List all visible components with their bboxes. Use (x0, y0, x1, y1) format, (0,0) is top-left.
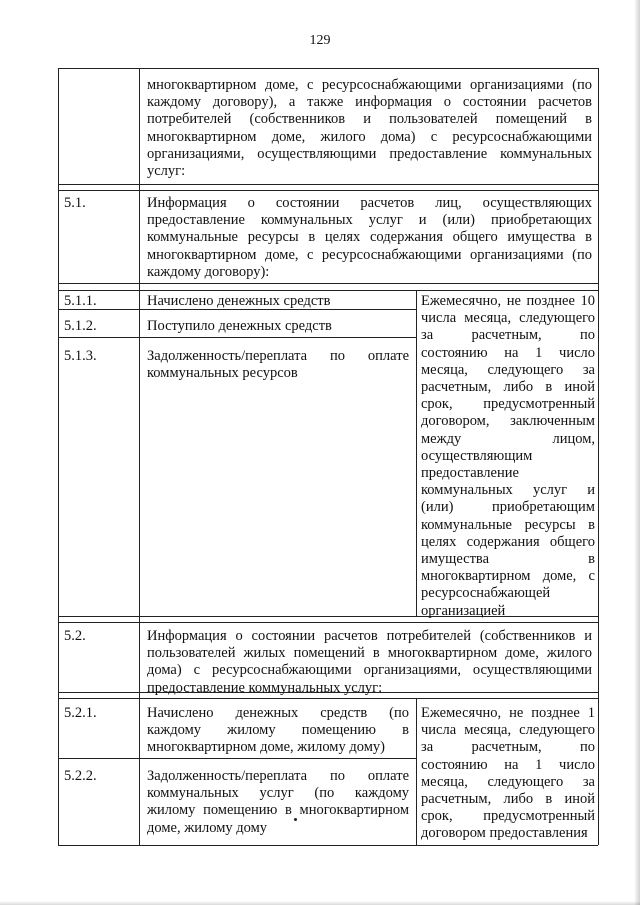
item-number: 5.1.1. (64, 293, 97, 309)
table-rule (416, 698, 417, 845)
item-text: Начислено денежных средств (по каждому жилому помещению в многоквартирном доме, жилому дому) (147, 705, 409, 756)
page-number: 129 (309, 33, 331, 48)
deadline-text: Ежемесячно, не позднее 10 числа месяца, следующего за расчетным, по состоянию на 1 число месяца, следующего за расчетным, либо в иной срок, предусмотренный договором, заключенным между лицом, осуществляющим предоставление коммунальных услуг и (или) приобретающим коммунальные ресурсы в целях содержания общего имущества в многоквартирном доме, с ресурсоснабжающей организацией (421, 293, 595, 619)
item-number: 5.1.3. (64, 348, 97, 364)
item-text: Задолженность/переплата по оплате коммунальных услуг (по каждому жилому помещению в многоквартирном доме, жилому дому (147, 768, 409, 836)
table-rule (416, 290, 417, 616)
item-number: 5.2.1. (64, 705, 97, 721)
scan-speck (294, 818, 297, 821)
section-number: 5.1. (64, 195, 86, 211)
table-rule (58, 68, 59, 845)
table-rule (58, 758, 416, 759)
page-edge-shadow (0, 901, 640, 905)
deadline-text: Ежемесячно, не позднее 1 числа месяца, следующего за расчетным, по состоянию на 1 число месяца, следующего за расчетным, либо в иной срок, предусмотренный договором предоставления (421, 705, 595, 842)
item-text: Начислено денежных средств (147, 293, 331, 309)
item-number: 5.2.2. (64, 768, 97, 784)
table-rule (58, 845, 598, 846)
table-rule (139, 68, 140, 845)
item-text: Поступило денежных средств (147, 318, 332, 334)
section-text: Информация о состоянии расчетов лиц, осуществляющих предоставление коммунальных услуг и (или) приобретающих коммунальные ресурсы в целях содержания общего имущества в многоквартирном доме, с ресурсоснабжающими организациями (по каждому договору): (147, 195, 592, 280)
section-number: 5.2. (64, 628, 86, 644)
continuation-text: многоквартирном доме, с ресурсоснабжающими организациями (по каждому договору), а также информация о состоянии расчетов потребителей (собственников и пользователей помещений в многоквартирном доме, жилого дома) с ресурсоснабжающими организациями, осуществляющими предоставление коммунальных услуг: (147, 77, 592, 180)
section-text: Информация о состоянии расчетов потребителей (собственников и пользователей жилых помещений в многоквартирном доме, жилого дома) с ресурсоснабжающими организациями, осуществляющими предоставление коммунальных услуг: (147, 628, 592, 696)
page-edge-shadow (634, 0, 640, 905)
table-rule (598, 68, 599, 845)
item-number: 5.1.2. (64, 318, 97, 334)
table-rule (58, 337, 416, 338)
item-text: Задолженность/переплата по оплате коммунальных ресурсов (147, 348, 409, 382)
